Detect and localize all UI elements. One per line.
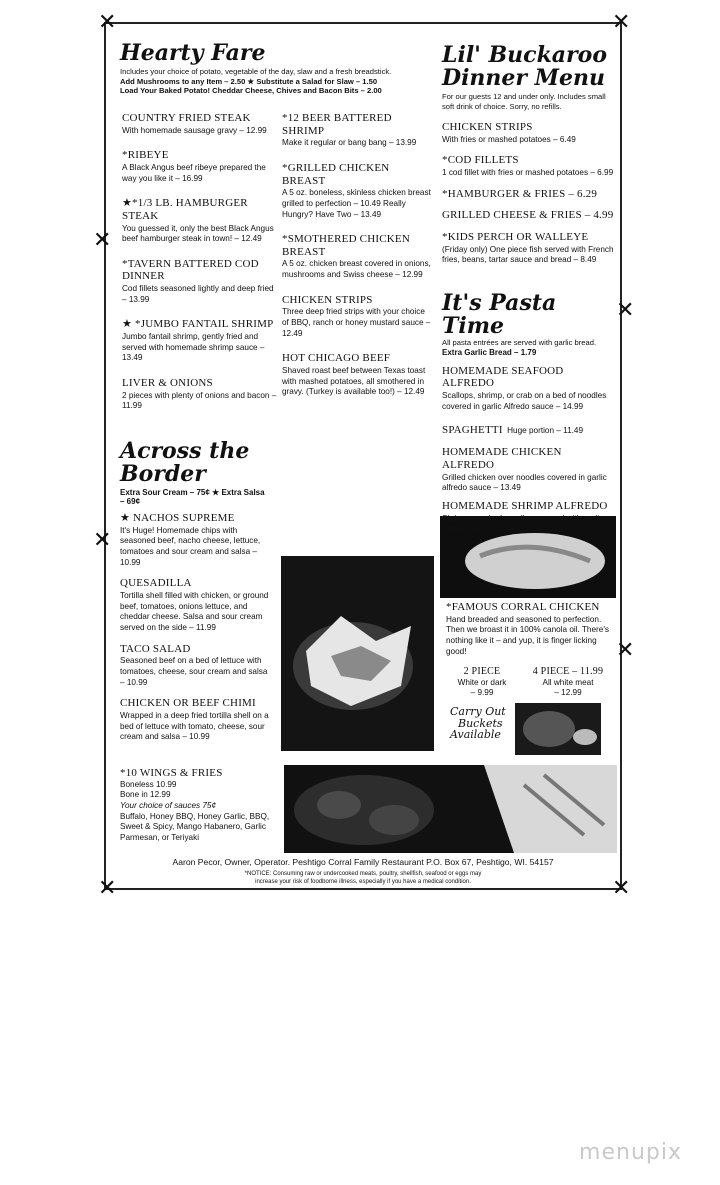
chicken-name: *FAMOUS CORRAL CHICKEN	[446, 601, 600, 613]
item-name: SPAGHETTI	[442, 424, 503, 437]
menupix-watermark: menupix	[579, 1140, 682, 1165]
post-glyph: ✕	[612, 876, 631, 901]
nachos-image	[281, 556, 434, 751]
owner-line: Aaron Pecor, Owner, Operator. Peshtigo Corral Family Restaurant P.O. Box 67, Peshtigo, WI. 54157	[172, 857, 554, 867]
chicken-desc: Hand breaded and seasoned to perfection. Then we broast it in 100% canola oil. There's nothing like it – and yup, it is finger licking good!	[446, 614, 609, 656]
hearty-intro: Includes your choice of potato, vegetable of the day, slaw and a fresh breadstick.	[120, 67, 392, 77]
item-name: HOT CHICAGO BEEF	[282, 352, 391, 365]
wings-bone-in: Bone in 12.99	[120, 790, 171, 800]
wings-photo	[284, 765, 617, 853]
post-glyph: ✕	[93, 228, 112, 253]
item-desc: With fries or mashed potatoes – 6.49	[442, 134, 576, 144]
menu-item	[282, 233, 432, 281]
wings-boneless: Boneless 10.99	[120, 779, 177, 789]
item-name: QUESADILLA	[120, 577, 192, 590]
menu-item	[122, 149, 277, 184]
item-desc: Cod fillets seasoned lightly and deep fried – 13.99	[122, 284, 274, 304]
item-desc: Seasoned beef on a bed of lettuce with tomatoes, cheese, sour cream and salsa – 10.99	[120, 656, 268, 687]
menu-item	[122, 377, 277, 412]
hearty-addons: Add Mushrooms to any Item – 2.50 ★ Substitute a Salad for Slaw – 1.50	[120, 76, 378, 86]
menu-item	[442, 209, 614, 222]
hearty-fare-title: Hearty Fare	[120, 40, 266, 66]
chicken-section	[446, 601, 616, 657]
menu-item	[442, 500, 614, 535]
menu-item	[282, 112, 432, 149]
pasta-intro: All pasta entrées are served with garlic bread.	[442, 338, 597, 348]
wings-section	[120, 767, 280, 844]
post-glyph: ✕	[616, 298, 635, 323]
border-section	[120, 440, 270, 743]
post-glyph: ✕	[98, 10, 117, 35]
menu-item	[122, 258, 277, 306]
post-glyph: ✕	[616, 638, 635, 663]
carry-out-line1: Carry Out	[450, 705, 506, 718]
wings-sauces: Buffalo, Honey BBQ, Honey Garlic, BBQ, Sweet & Spicy, Mango Habanero, Garlic Parmesan, or Teriyaki	[120, 811, 270, 842]
nachos-photo	[281, 556, 434, 751]
item-name: CHICKEN OR BEEF CHIMI	[120, 697, 256, 710]
item-desc: A 5 oz. boneless, skinless chicken breast grilled to perfection – 10.49 Really Hungry? Have Two – 13.49	[282, 188, 431, 219]
two-piece-sub: White or dark	[457, 677, 507, 687]
item-desc: Shaved roast beef between Texas toast with mashed potatoes, all smothered in gravy. (Turkey is available too!) – 12.49	[282, 366, 426, 397]
kids-intro: For our guests 12 and under only. Includes small soft drink of choice. Sorry, no refills.	[442, 92, 606, 111]
item-desc: With homemade sausage gravy – 12.99	[122, 125, 267, 135]
item-name: *COD FILLETS	[442, 154, 519, 167]
item-name: CHICKEN STRIPS	[282, 293, 373, 306]
menu-item	[282, 294, 432, 340]
four-piece-price: – 12.99	[554, 688, 582, 698]
item-name: *RIBEYE	[122, 149, 169, 162]
wings-name: *10 WINGS & FRIES	[120, 767, 223, 779]
two-piece-title: 2 PIECE	[463, 666, 501, 677]
menu-item	[282, 162, 432, 220]
menu-item	[442, 121, 614, 145]
hearty-col-right	[282, 112, 432, 398]
menu-item	[122, 112, 277, 136]
item-desc: Shrimp on a bed noodles covered with garlic Alfredo sauce. 13.99	[442, 513, 604, 534]
item-desc: Make it regular or bang bang – 13.99	[282, 138, 417, 148]
hearty-fare-section	[120, 42, 410, 96]
menu-item	[442, 446, 614, 494]
item-name: HOMEMADE SHRIMP ALFREDO	[442, 499, 608, 512]
wings-image	[284, 765, 617, 853]
item-name: *KIDS PERCH OR WALLEYE	[442, 231, 589, 244]
post-glyph: ✕	[612, 10, 631, 35]
item-name: *SMOTHERED CHICKEN BREAST	[282, 233, 410, 258]
menu-item	[122, 318, 277, 364]
menu-item	[282, 352, 432, 398]
chicken-4-piece	[520, 666, 616, 699]
menu-item	[120, 577, 270, 633]
kids-title-line1: Lil' Buckaroo	[442, 42, 607, 68]
menu-item	[442, 188, 614, 201]
item-name: GRILLED CHEESE & FRIES – 4.99	[442, 209, 614, 222]
menu-item	[120, 697, 270, 743]
chicken-2-piece	[452, 666, 512, 699]
item-name: ★ NACHOS SUPREME	[120, 512, 235, 525]
menu-item	[442, 231, 614, 266]
chicken-image	[515, 703, 601, 755]
border-title: Across the Border	[120, 438, 250, 488]
food-safety-notice: *NOTICE: Consuming raw or undercooked meats, poultry, shellfish, seafood or eggs may increase your risk of foodborne illness, especially if you have a medical condition.	[244, 871, 482, 885]
item-name: *HAMBURGER & FRIES – 6.29	[442, 187, 598, 200]
menu-item	[120, 643, 270, 689]
chicken-bucket-photo	[515, 703, 601, 755]
item-name: *GRILLED CHICKEN BREAST	[282, 161, 390, 187]
menu-item	[442, 365, 614, 413]
item-desc: You guessed it, only the best Black Angus beef hamburger steak in town! – 12.49	[122, 223, 274, 244]
post-glyph: ✕	[93, 528, 112, 553]
item-desc: It's Huge! Homemade chips with seasoned beef, nacho cheese, lettuce, tomatoes and sour cream and salsa – 10.99	[120, 525, 261, 567]
pasta-section	[442, 292, 614, 535]
item-name: ★*1/3 LB. HAMBURGER STEAK	[122, 197, 248, 222]
item-name: CHICKEN STRIPS	[442, 121, 533, 134]
item-desc: Grilled chicken over noodles covered in garlic alfredo sauce – 13.49	[442, 472, 607, 493]
item-desc: A 5 oz. chicken breast covered in onions, mushrooms and Swiss cheese – 12.99	[282, 259, 431, 280]
item-desc: (Friday only) One piece fish served with French fries, beans, tartar sauce and bread – 8.49	[442, 244, 614, 265]
menu-item	[442, 154, 614, 178]
post-glyph: ✕	[98, 876, 117, 901]
item-desc: Wrapped in a deep fried tortilla shell on a bed of lettuce with tomato, cheese, sour cream and salsa – 10.99	[120, 710, 269, 742]
item-name: COUNTRY FRIED STEAK	[122, 112, 251, 124]
pasta-extra-bread: Extra Garlic Bread – 1.79	[442, 347, 537, 357]
item-desc: A Black Angus beef ribeye prepared the way you like it – 16.99	[122, 162, 266, 183]
wings-sauce-price: Your choice of sauces 75¢	[120, 800, 217, 810]
item-name: TACO SALAD	[120, 642, 191, 655]
item-desc: 1 cod fillet with fries or mashed potatoes – 6.99	[442, 168, 614, 178]
item-name: *TAVERN BATTERED COD DINNER	[122, 257, 259, 283]
border-extras: Extra Sour Cream – 75¢ ★ Extra Salsa – 69¢	[120, 488, 265, 507]
two-piece-price: – 9.99	[470, 688, 494, 698]
menu-item	[120, 512, 270, 568]
item-name: *12 BEER BATTERED SHRIMP	[282, 112, 392, 137]
hearty-col-left	[122, 112, 277, 412]
menu-item	[122, 197, 277, 245]
menu-item	[442, 420, 614, 438]
item-desc: Jumbo fantail shrimp, gently fried and served with homemade shrimp sauce – 13.49	[122, 332, 265, 363]
hearty-baked-potato: Load Your Baked Potato! Cheddar Cheese, Chives and Bacon Bits – 2.00	[120, 86, 382, 96]
four-piece-sub: All white meat	[542, 677, 594, 687]
item-name: LIVER & ONIONS	[122, 377, 213, 390]
item-name: HOMEMADE SEAFOOD ALFREDO	[442, 364, 564, 390]
item-desc: Tortilla shell filled with chicken, or ground beef, tomatoes, onions lettuce, and cheddar cheese. Salsa and sour cream served on the side – 11.99	[120, 591, 269, 633]
item-desc: Scallops, shrimp, or crab on a bed of noodles covered in garlic Alfredo sauce – 14.99	[442, 390, 607, 411]
item-desc: Three deep fried strips with your choice of BBQ, ranch or honey mustard sauce – 12.49	[282, 307, 431, 338]
item-name: ★ *JUMBO FANTAIL SHRIMP	[122, 318, 274, 331]
kids-title-line2: Dinner Menu	[442, 65, 606, 92]
kids-section	[442, 44, 614, 266]
pasta-title: It's Pasta Time	[442, 290, 557, 340]
item-name: HOMEMADE CHICKEN ALFREDO	[442, 446, 562, 471]
item-desc: Huge portion – 11.49	[507, 426, 584, 436]
carry-out-line2: Buckets	[458, 716, 503, 730]
carry-out-line3: Available	[450, 728, 501, 742]
item-desc: 2 pieces with plenty of onions and bacon – 11.99	[122, 390, 277, 411]
four-piece-title: 4 PIECE – 11.99	[532, 666, 604, 677]
carry-out-note	[450, 706, 510, 741]
